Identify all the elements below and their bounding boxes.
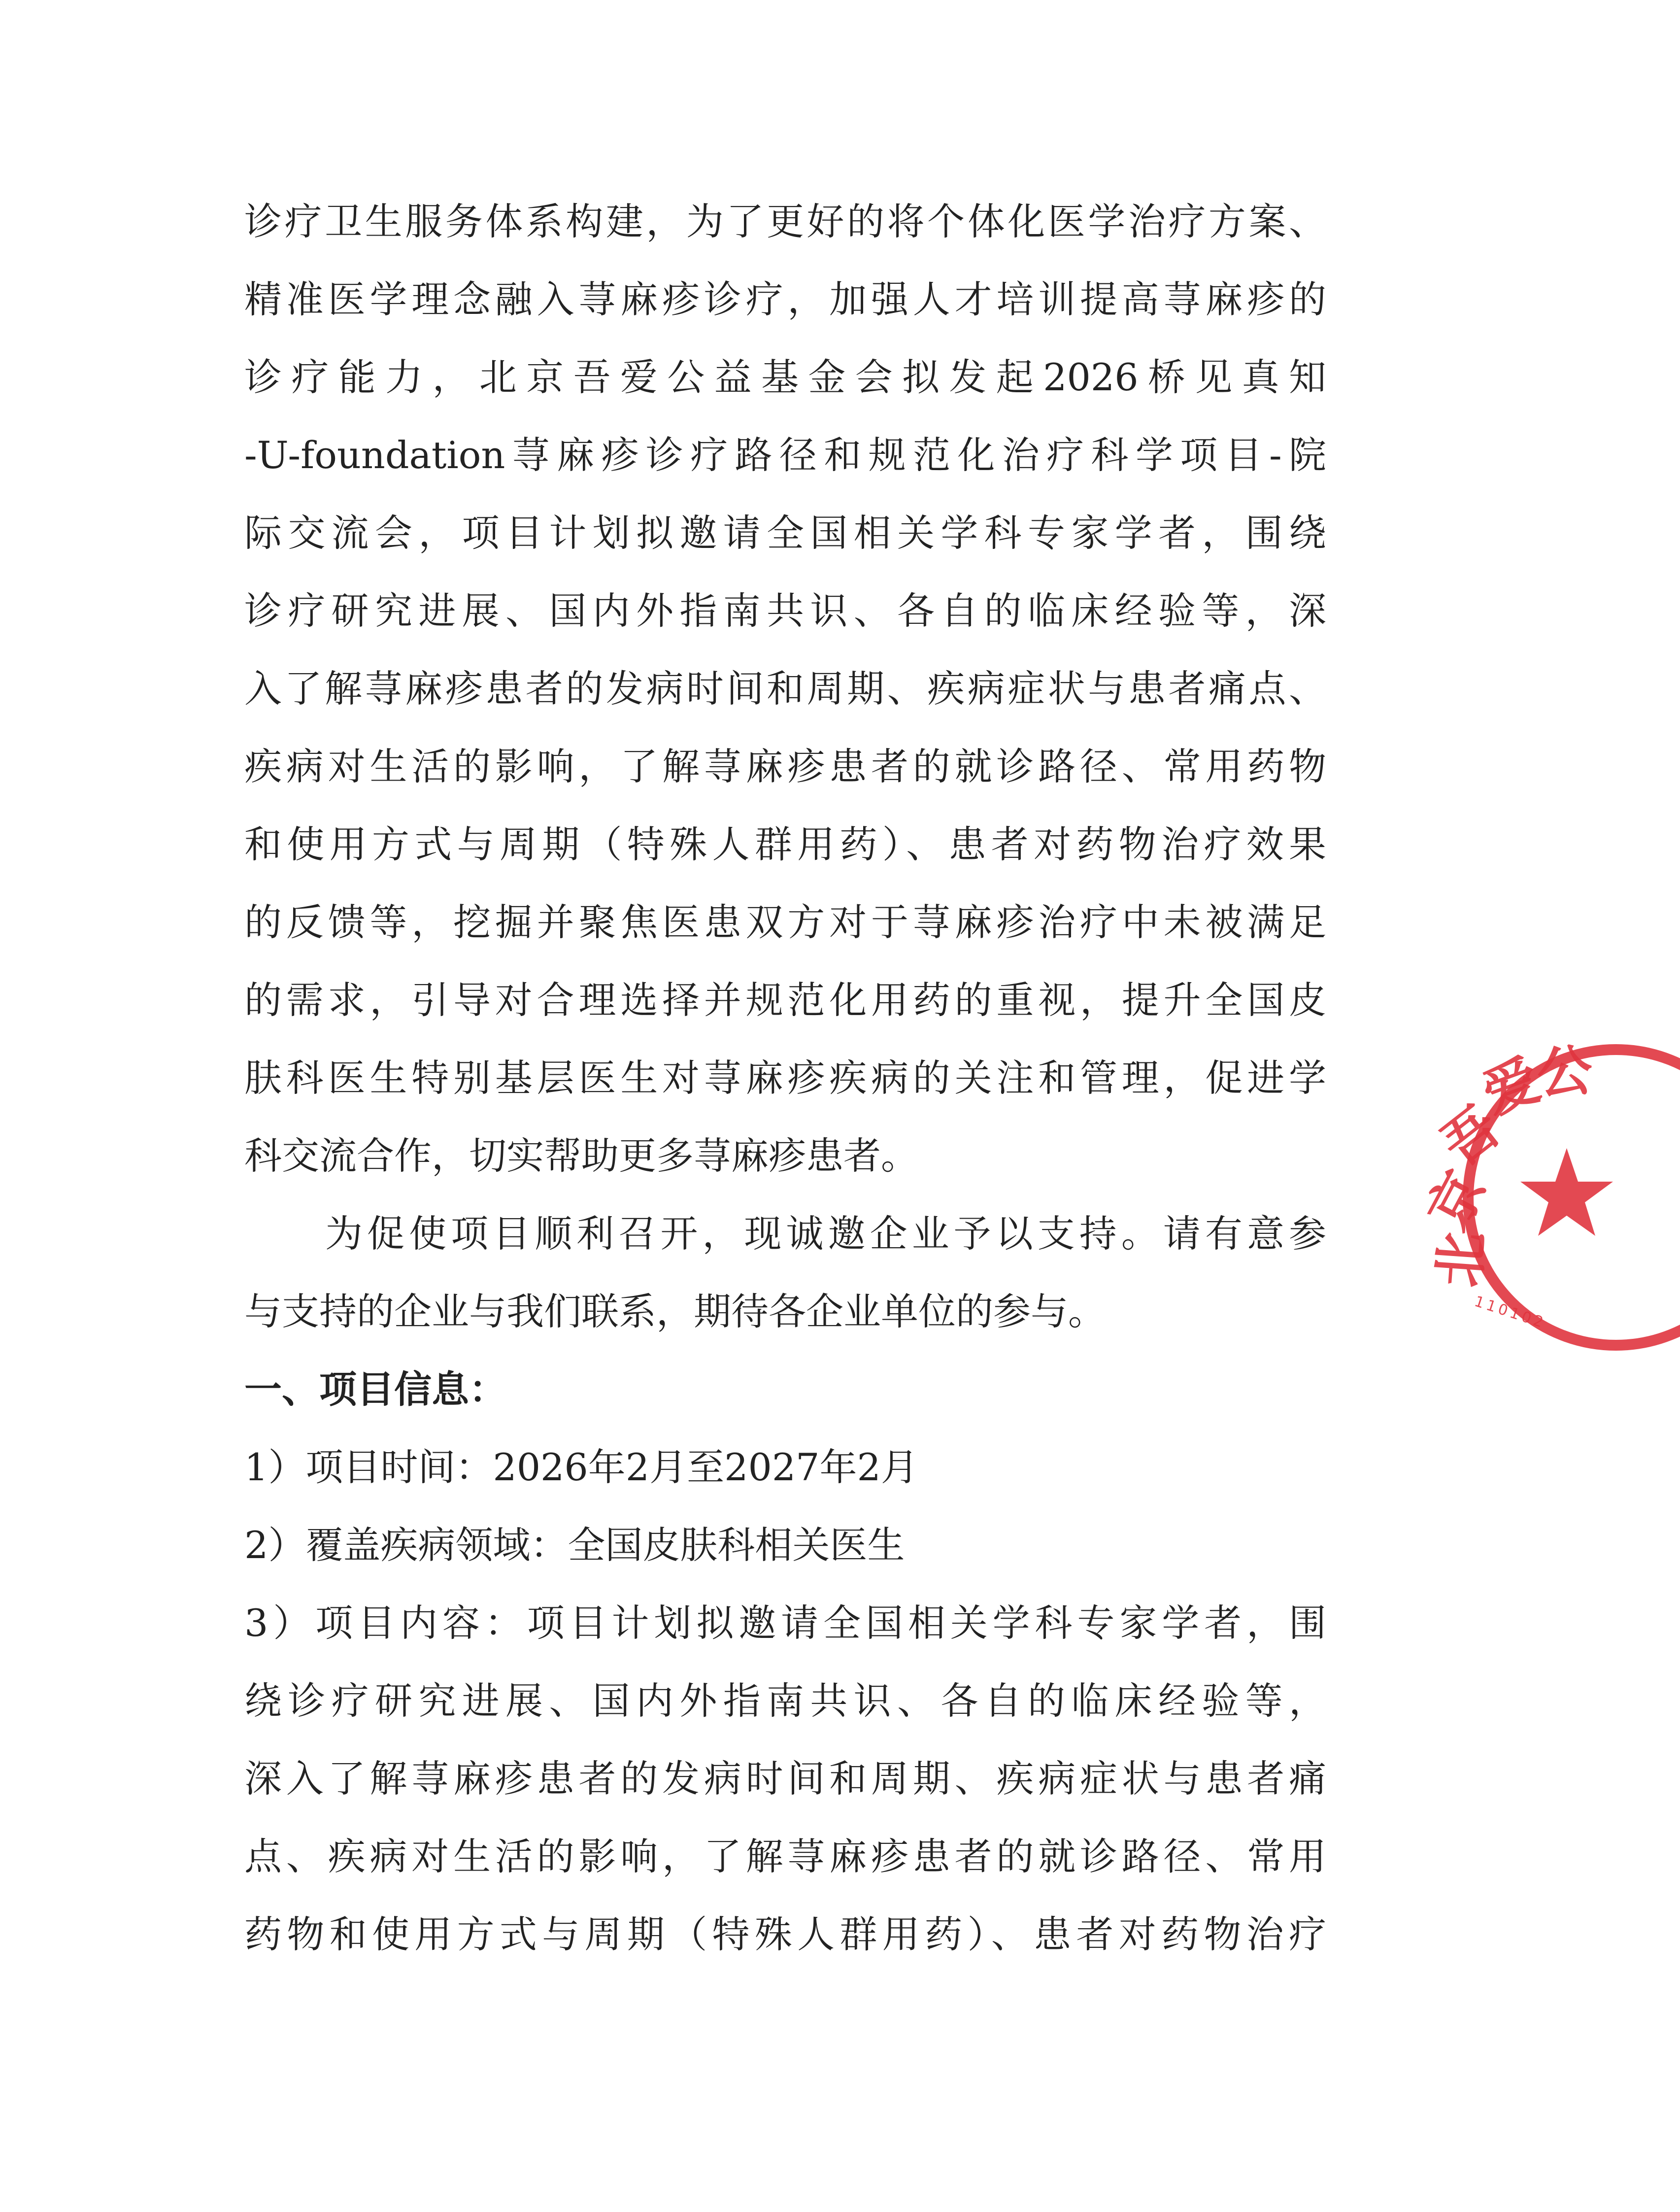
body-line-7: 入了解荨麻疹患者的发病时间和周期、疾病症状与患者痛点、 [244, 667, 1326, 711]
seal-char-2: 公 [1535, 1038, 1595, 1106]
seal-star-icon [1520, 1148, 1613, 1236]
item-1-project-time: 1）项目时间：2026年2月至2027年2月 [244, 1445, 918, 1489]
seal-char-1: 爱 [1474, 1047, 1548, 1127]
body-line-22: 点、疾病对生活的影响，了解荨麻疹患者的就诊路径、常用 [244, 1835, 1326, 1878]
body-line-14: 为促使项目顺利召开，现诚邀企业予以支持。请有意参 [325, 1212, 1326, 1256]
seal-char-3: 吾 [1429, 1093, 1513, 1179]
body-line-2: 精准医学理念融入荨麻疹诊疗，加强人才培训提高荨麻疹的 [244, 277, 1326, 321]
body-line-13: 科交流合作，切实帮助更多荨麻疹患者。 [244, 1134, 918, 1178]
foundation-seal [1415, 1025, 1680, 1370]
body-line-1: 诊疗卫生服务体系构建，为了更好的将个体化医学治疗方案、 [244, 200, 1326, 243]
section-heading: 一、项目信息： [244, 1367, 506, 1411]
body-line-11: 的需求，引导对合理选择并规范化用药的重视，提升全国皮 [244, 978, 1326, 1022]
body-line-3: 诊疗能力，北京吾爱公益基金会拟发起2026桥见真知 [244, 355, 1326, 399]
body-line-8: 疾病对生活的影响，了解荨麻疹患者的就诊路径、常用药物 [244, 745, 1326, 788]
body-line-23: 药物和使用方式与周期（特殊人群用药）、患者对药物治疗 [244, 1912, 1326, 1956]
seal-char-4: 京 [1415, 1160, 1499, 1240]
body-line-4: -U-foundation荨麻疹诊疗路径和规范化治疗科学项目-院 [244, 433, 1326, 477]
seal-char-5: 北 [1427, 1229, 1495, 1290]
body-line-15: 与支持的企业与我们联系，期待各企业单位的参与。 [244, 1290, 1106, 1333]
body-line-20: 绕诊疗研究进展、国内外指南共识、各自的临床经验等， [244, 1679, 1326, 1723]
body-line-9: 和使用方式与周期（特殊人群用药）、患者对药物治疗效果 [244, 822, 1326, 866]
body-line-10: 的反馈等，挖掘并聚焦医患双方对于荨麻疹治疗中未被满足 [244, 900, 1326, 944]
item-2-disease-field: 2）覆盖疾病领域：全国皮肤科相关医生 [244, 1523, 905, 1567]
body-line-21: 深入了解荨麻疹患者的发病时间和周期、疾病症状与患者痛 [244, 1757, 1326, 1801]
seal-number: 110102 [1472, 1293, 1548, 1332]
body-line-6: 诊疗研究进展、国内外指南共识、各自的临床经验等，深 [244, 589, 1326, 633]
body-line-5: 际交流会，项目计划拟邀请全国相关学科专家学者，围绕 [244, 511, 1326, 555]
body-line-12: 肤科医生特别基层医生对荨麻疹疾病的关注和管理，促进学 [244, 1056, 1326, 1100]
item-3-project-content: 3）项目内容：项目计划拟邀请全国相关学科专家学者，围 [244, 1601, 1326, 1645]
